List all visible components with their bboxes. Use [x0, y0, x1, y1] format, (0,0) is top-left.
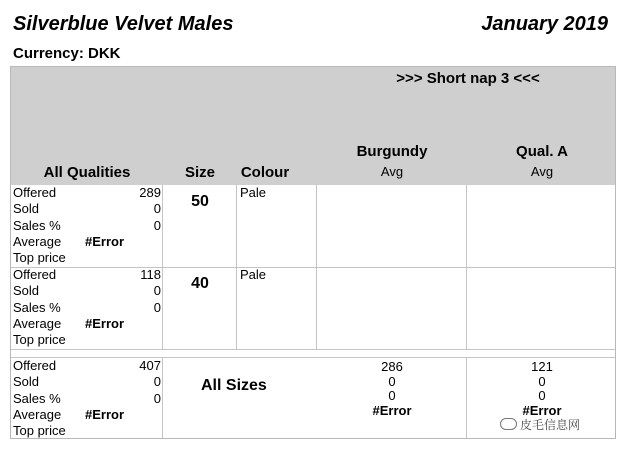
- value-sold: 0: [153, 374, 161, 390]
- burgundy-values: [372, 360, 411, 418]
- value-sold: 0: [153, 201, 161, 217]
- value-average: #Error: [85, 315, 125, 331]
- header-qual-a-avg: Avg: [530, 164, 554, 179]
- value-offered: 118: [140, 267, 161, 282]
- header-all-qualities: All Qualities: [43, 164, 131, 181]
- value-average: #Error: [85, 406, 125, 422]
- burgundy-sold: 0: [388, 373, 396, 389]
- table-row: [11, 185, 615, 267]
- value-offered: 289: [139, 185, 161, 200]
- row-stats: [13, 267, 161, 348]
- value-sales-pct: 0: [153, 299, 161, 315]
- colour-value: Pale: [240, 185, 267, 200]
- qual-a-values: [522, 360, 561, 418]
- table-row: [11, 267, 615, 349]
- table-header: [11, 67, 615, 185]
- value-sales-pct: 0: [153, 217, 161, 233]
- qual-a-sales-pct: 0: [538, 388, 546, 403]
- currency-label: Currency: DKK: [13, 45, 121, 62]
- label-average: Average: [13, 406, 62, 422]
- report-table: [10, 66, 616, 439]
- label-top-price: Top price: [13, 332, 66, 348]
- size-value: 50: [191, 193, 209, 210]
- header-colour: Colour: [240, 164, 290, 181]
- total-stats: [13, 358, 161, 439]
- label-sales-pct: Sales %: [13, 390, 61, 406]
- header-burgundy-avg: Avg: [380, 164, 404, 179]
- label-top-price: Top price: [13, 423, 66, 439]
- header-qual-a: Qual. A: [516, 143, 568, 160]
- report-title: Silverblue Velvet Males: [13, 13, 234, 35]
- colour-value: Pale: [240, 267, 267, 282]
- burgundy-offered: 286: [381, 359, 403, 374]
- watermark: [500, 416, 580, 433]
- burgundy-sales-pct: 0: [388, 388, 396, 403]
- label-sold: Sold: [13, 201, 40, 217]
- label-sold: Sold: [13, 283, 40, 299]
- value-offered: 407: [139, 358, 161, 373]
- value-sales-pct: 0: [153, 390, 161, 406]
- qual-a-offered: 121: [531, 359, 553, 374]
- watermark-text: 皮毛信息网: [520, 418, 581, 432]
- value-sold: 0: [153, 283, 161, 299]
- label-sold: Sold: [13, 374, 40, 390]
- all-sizes-label: All Sizes: [201, 377, 267, 394]
- label-offered: Offered: [13, 267, 57, 282]
- label-offered: Offered: [13, 185, 57, 200]
- report-date: January 2019: [481, 13, 608, 35]
- label-top-price: Top price: [13, 250, 66, 266]
- header-size: Size: [184, 164, 216, 181]
- qual-a-sold: 0: [538, 373, 546, 389]
- label-average: Average: [13, 315, 62, 331]
- header-banner: >>> Short nap 3 <<<: [396, 70, 540, 87]
- qual-a-average: #Error: [522, 402, 562, 418]
- label-average: Average: [13, 233, 62, 249]
- size-value: 40: [191, 275, 209, 292]
- value-average: #Error: [85, 233, 125, 249]
- header-burgundy: Burgundy: [356, 143, 428, 160]
- label-sales-pct: Sales %: [13, 217, 61, 233]
- row-stats: [13, 185, 161, 266]
- label-sales-pct: Sales %: [13, 299, 61, 315]
- label-offered: Offered: [13, 358, 57, 373]
- burgundy-average: #Error: [372, 402, 412, 418]
- wechat-icon: [500, 418, 517, 430]
